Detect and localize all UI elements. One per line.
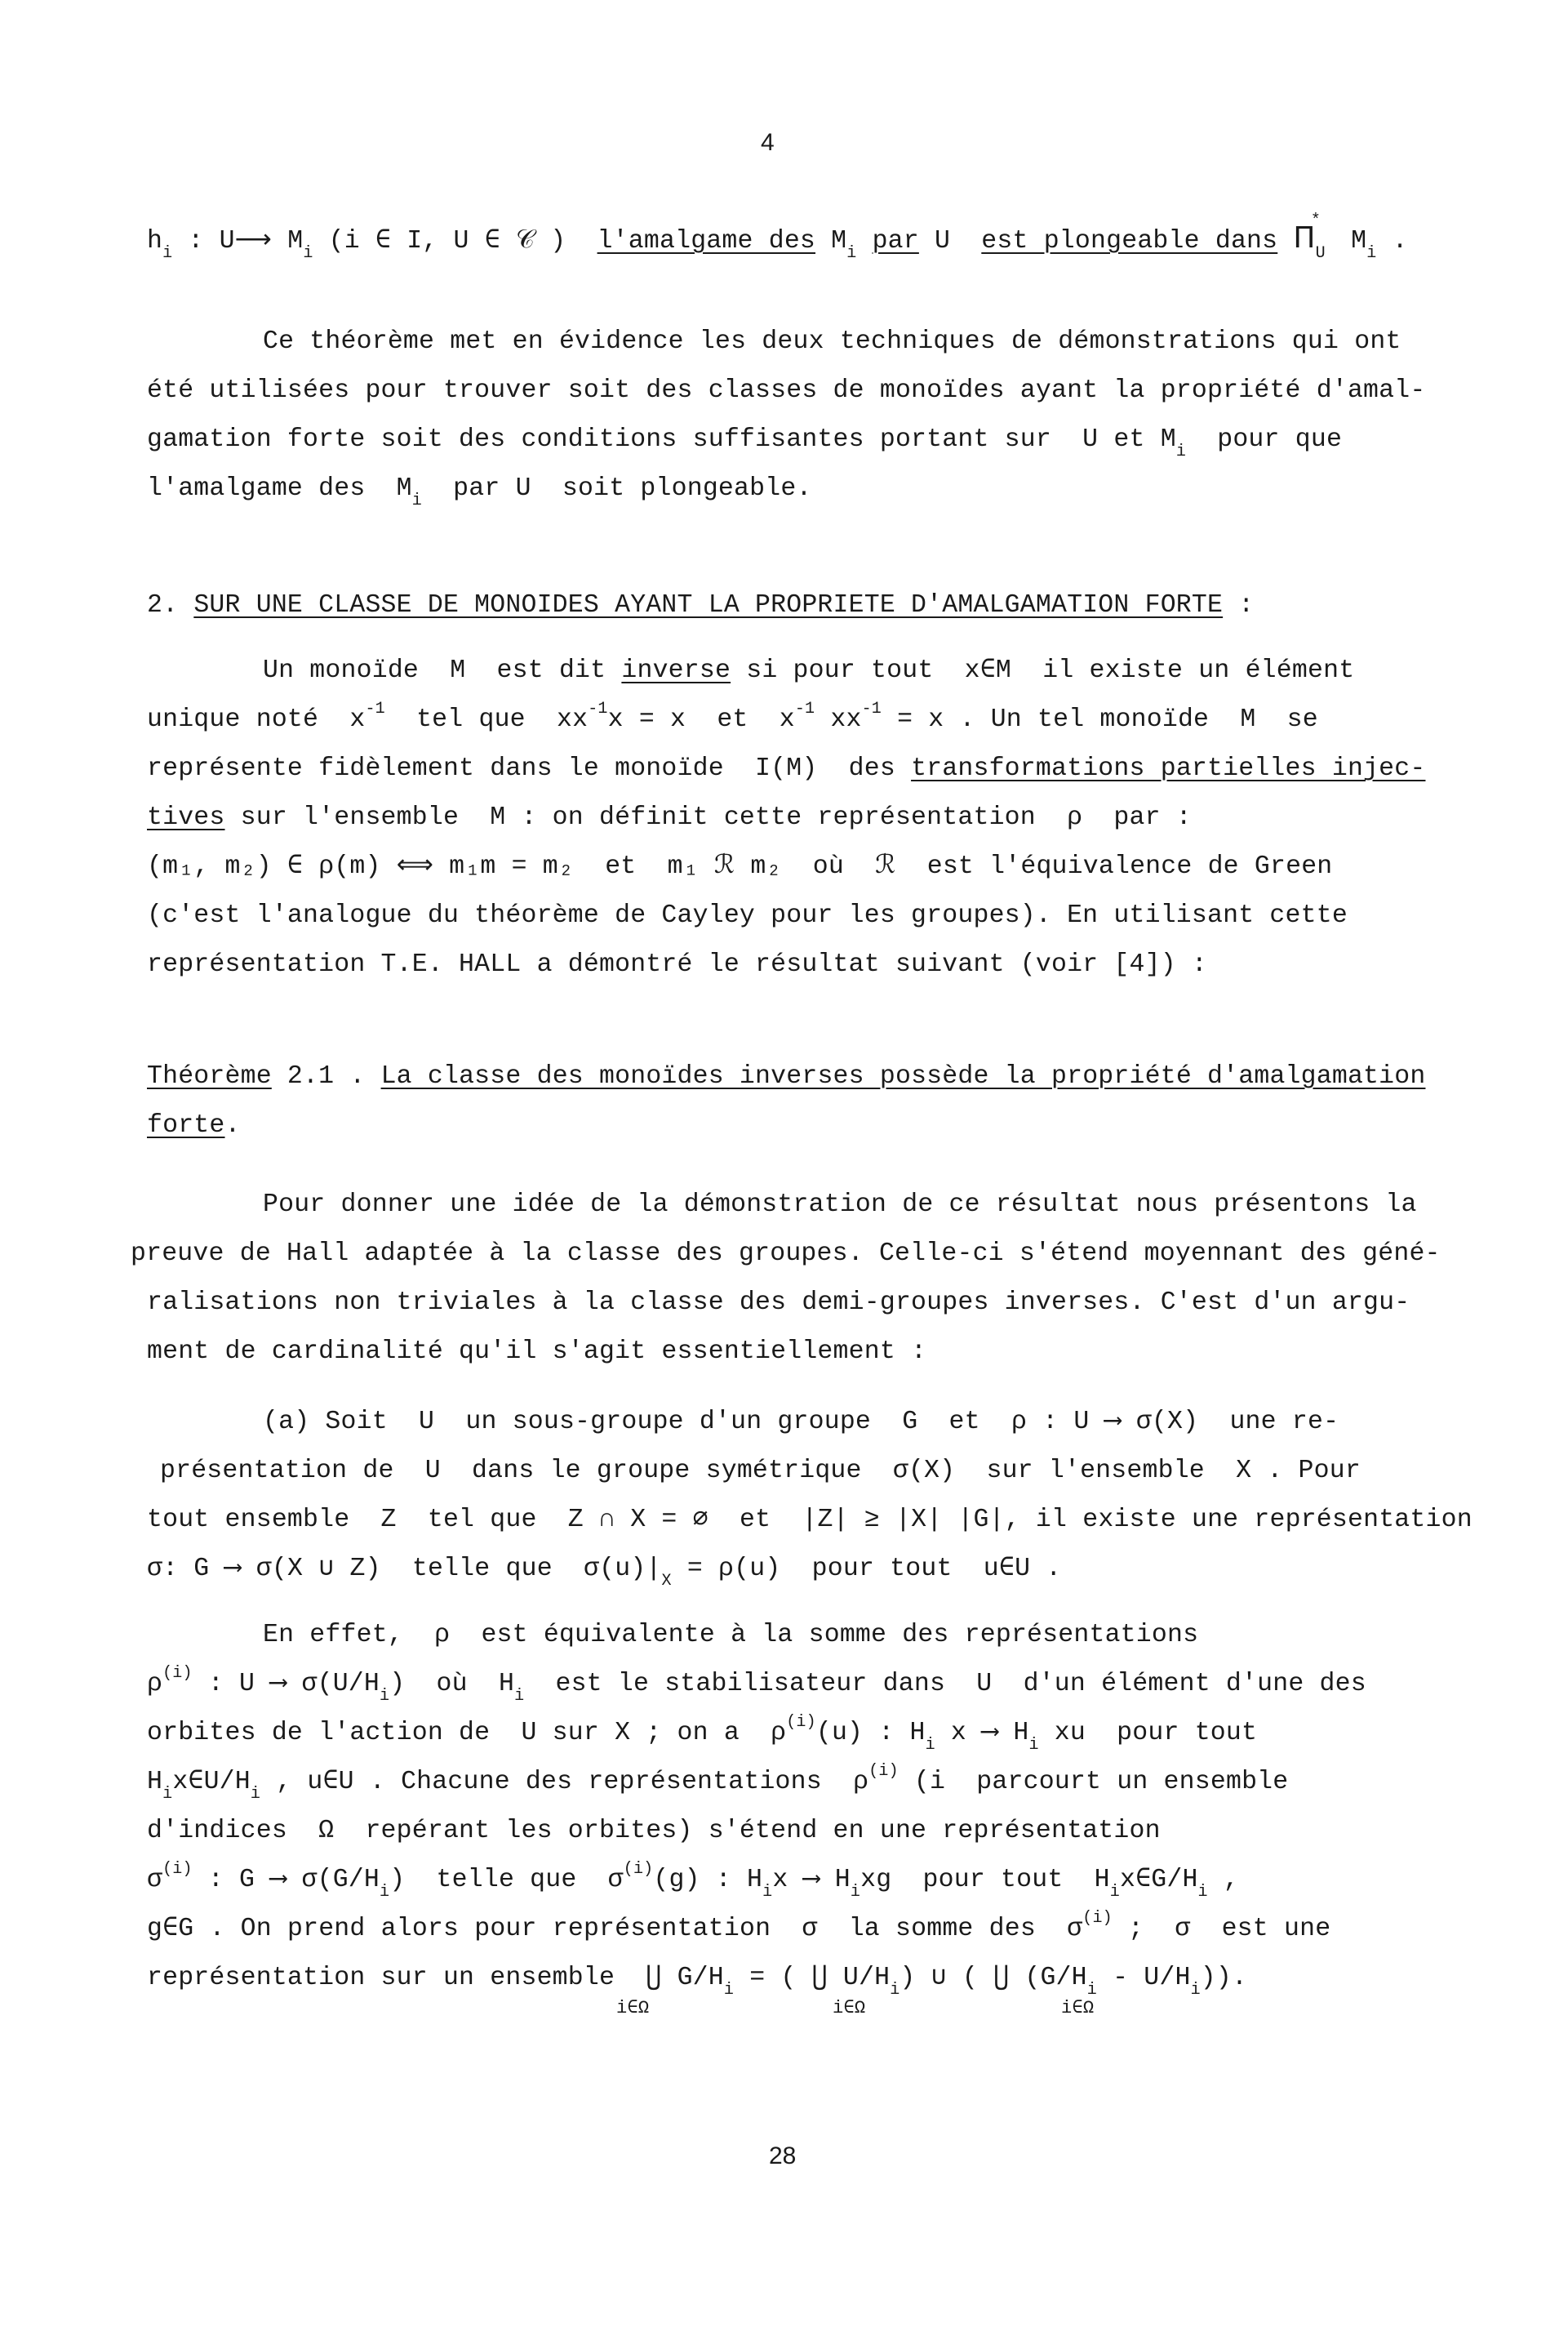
text: = x . Un tel monoïde M se — [881, 705, 1318, 734]
text: représente fidèlement dans le monoïde I(M) des — [147, 754, 912, 783]
subscript: i — [303, 244, 313, 263]
section-title: SUR UNE CLASSE DE MONOIDES AYANT LA PROPRIETE D'AMALGAMATION FORTE — [193, 591, 1224, 620]
text: tel que xx — [384, 705, 589, 734]
superscript: (i) — [1082, 1909, 1113, 1928]
para5-line5: d'indices Ω repérant les orbites) s'étend en une représentation — [147, 1817, 1161, 1845]
subscript: i — [723, 1981, 735, 2000]
para2-line7: représentation T.E. HALL a démontré le résultat suivant (voir [4]) : — [147, 950, 1208, 979]
text: xg pour tout H — [860, 1866, 1110, 1894]
term-partial-injective: transformations partielles injec- — [911, 754, 1426, 783]
text: ρ — [147, 1670, 163, 1698]
text: ; σ est une — [1112, 1915, 1331, 1943]
subscript: i — [162, 244, 173, 263]
superscript: (i) — [162, 1860, 193, 1879]
para3-line3: ralisations non triviales à la classe des demi-groupes inverses. C'est d'un argu- — [147, 1288, 1410, 1317]
superscript: -1 — [794, 700, 815, 719]
para2-line2 — [147, 700, 1318, 739]
text: Un monoïde M est dit — [263, 656, 622, 685]
subscript: i — [380, 1687, 390, 1706]
superscript: * — [1310, 211, 1321, 230]
math-text: : U — [172, 227, 235, 256]
theorem-line2 — [147, 1110, 241, 1142]
subscript: i — [1028, 1736, 1039, 1755]
text: : U ⟶ σ(U/H — [192, 1670, 380, 1698]
para1-line1: Ce théorème met en évidence les deux techniques de démonstrations qui ont — [263, 327, 1401, 356]
theorem-line1 — [147, 1061, 1425, 1093]
text: ) telle que σ — [389, 1866, 624, 1894]
subscript: i — [162, 1785, 173, 1804]
text: x∈G/H — [1119, 1866, 1198, 1894]
para3-line1: Pour donner une idée de la démonstration de ce résultat nous présentons la — [263, 1190, 1417, 1219]
underlined-text: l'amalgame des — [597, 227, 816, 256]
h-symbol: h — [147, 227, 163, 256]
subscript: U — [1315, 244, 1326, 263]
para2-line3 — [147, 753, 1425, 785]
para5-line3 — [147, 1713, 1258, 1755]
text: )). — [1200, 1964, 1248, 1992]
superscript: -1 — [588, 700, 608, 719]
para5-line2 — [147, 1664, 1366, 1706]
para1-line2: été utilisées pour trouver soit des classes de monoïdes ayant la propriété d'amal- — [147, 376, 1426, 405]
section-heading — [147, 590, 1254, 622]
math-text: M — [1335, 227, 1367, 256]
subscript: i — [1175, 443, 1187, 461]
text: ) où H — [389, 1670, 515, 1698]
subscript: i — [1190, 1981, 1201, 2000]
para3-line4: ment de cardinalité qu'il s'agit essentiellement : — [147, 1337, 927, 1366]
term-partial-injective-end: tives — [147, 803, 225, 832]
para4-line4 — [147, 1553, 1062, 1591]
para5-line6 — [147, 1860, 1239, 1902]
subscript: i — [514, 1687, 525, 1706]
subscript: i — [250, 1785, 261, 1804]
theorem-label: Théorème — [147, 1062, 272, 1091]
text: xu pour tout — [1038, 1719, 1258, 1747]
text: gamation forte soit des conditions suffisantes portant sur U et M — [147, 425, 1176, 454]
text: orbites de l'action de U sur X ; on a ρ — [147, 1719, 787, 1747]
page-number-bottom: 28 — [769, 2142, 797, 2169]
text: pour que — [1186, 425, 1343, 454]
math-text: . — [1376, 227, 1408, 256]
subscript: i — [1366, 244, 1377, 263]
para3-line2: preuve de Hall adaptée à la classe des groupes. Celle-ci s'étend moyennant des géné- — [131, 1239, 1441, 1268]
union-index-1: i∈Ω — [616, 1998, 650, 2018]
text: (g) : H — [653, 1866, 763, 1894]
subscript: X — [661, 1572, 672, 1591]
text: x = x et x — [607, 705, 795, 734]
para4-line1: (a) Soit U un sous-groupe d'un groupe G et ρ : U ⟶ σ(X) une re- — [263, 1408, 1339, 1436]
para2-line6: (c'est l'analogue du théorème de Cayley pour les groupes). En utilisant cette — [147, 901, 1348, 930]
text: σ: G ⟶ σ(X ∪ Z) telle que σ(u)| — [147, 1555, 662, 1583]
text: sur l'ensemble M : on définit cette représentation ρ par : — [224, 803, 1192, 832]
text: , u∈U . Chacune des représentations ρ — [260, 1768, 869, 1796]
para1-line4 — [147, 473, 812, 508]
superscript: (i) — [786, 1713, 816, 1732]
product-symbol: Π — [1293, 221, 1316, 255]
subscript: i — [846, 244, 857, 263]
subscript: i — [380, 1883, 390, 1902]
text: - U/H — [1096, 1964, 1191, 1992]
text: représentation sur un ensemble ⋃ G/H — [147, 1964, 724, 1992]
theorem-number: 2.1 . — [271, 1062, 381, 1091]
text: l'amalgame des M — [147, 474, 412, 503]
text: si pour tout x∈M il existe un élément — [731, 656, 1355, 685]
section-number: 2. — [147, 591, 194, 620]
subscript: i — [850, 1883, 861, 1902]
para2-line5: (m₁, m₂) ∈ ρ(m) ⟺ m₁m = m₂ et m₁ ℛ m₂ où ℛ est l'équivalence de Green — [147, 852, 1333, 881]
text: x ⟶ H — [935, 1719, 1029, 1747]
text: xx — [815, 705, 862, 734]
subscript: i — [1086, 1981, 1097, 2000]
subscript: i — [890, 1981, 900, 2000]
union-index-3: i∈Ω — [1061, 1998, 1095, 2018]
superscript: (i) — [868, 1762, 899, 1781]
superscript: -1 — [365, 700, 385, 719]
text: (i parcourt un ensemble — [898, 1768, 1289, 1796]
para4-line3: tout ensemble Z tel que Z ∩ X = ∅ et |Z| ≥ |X| |G|, il existe une représentation — [147, 1506, 1472, 1534]
text: par U soit plongeable. — [421, 474, 812, 503]
subscript: i — [1109, 1883, 1120, 1902]
math-text: U — [918, 227, 966, 256]
text: . — [224, 1111, 241, 1140]
text: H — [147, 1768, 163, 1796]
math-text: (i ∈ I, U ∈ 𝒞 ) — [313, 227, 566, 256]
text: = ( ⋃ U/H — [734, 1964, 891, 1992]
text: ) ∪ ( ⋃ (G/H — [899, 1964, 1087, 1992]
para2-line1 — [263, 655, 1354, 687]
subscript: i — [411, 492, 422, 510]
text: unique noté x — [147, 705, 366, 734]
superscript: (i) — [162, 1664, 193, 1683]
math-text: M — [815, 227, 847, 256]
arrow-icon: ⟶ — [234, 225, 273, 254]
theorem-statement: La classe des monoïdes inverses possède la propriété d'amalgamation — [380, 1062, 1426, 1091]
superscript: -1 — [861, 700, 882, 719]
para5-line4 — [147, 1762, 1289, 1804]
text: x ⟶ H — [772, 1866, 851, 1894]
para4-line2: présentation de U dans le groupe symétrique σ(X) sur l'ensemble X . Pour — [160, 1457, 1361, 1485]
text: (u) : H — [815, 1719, 926, 1747]
para1-line3 — [147, 424, 1342, 459]
math-text: M — [272, 227, 304, 256]
superscript: (i) — [623, 1860, 654, 1879]
subscript: i — [925, 1736, 935, 1755]
para5-line7 — [147, 1909, 1331, 1948]
union-index-2: i∈Ω — [833, 1998, 866, 2018]
page-number-top: 4 — [761, 129, 775, 156]
amalgam-statement-line — [147, 211, 1408, 263]
text: : — [1223, 591, 1255, 620]
underlined-text: est plongeable dans — [981, 227, 1278, 256]
para5-line1: En effet, ρ est équivalente à la somme des représentations — [263, 1621, 1199, 1649]
text: = ρ(u) pour tout u∈U . — [671, 1555, 1062, 1583]
text: σ — [147, 1866, 163, 1894]
text: : G ⟶ σ(G/H — [192, 1866, 380, 1894]
text: g∈G . On prend alors pour représentation σ la somme des σ — [147, 1915, 1083, 1943]
text: , — [1207, 1866, 1239, 1894]
subscript: i — [1197, 1883, 1208, 1902]
term-inverse: inverse — [621, 656, 731, 685]
text: est le stabilisateur dans U d'un élément d'une des — [524, 1670, 1366, 1698]
text: x∈U/H — [172, 1768, 251, 1796]
theorem-statement-end: forte — [147, 1111, 225, 1140]
subscript: i — [762, 1883, 773, 1902]
para2-line4 — [147, 802, 1192, 834]
underlined-text: par — [872, 227, 919, 256]
